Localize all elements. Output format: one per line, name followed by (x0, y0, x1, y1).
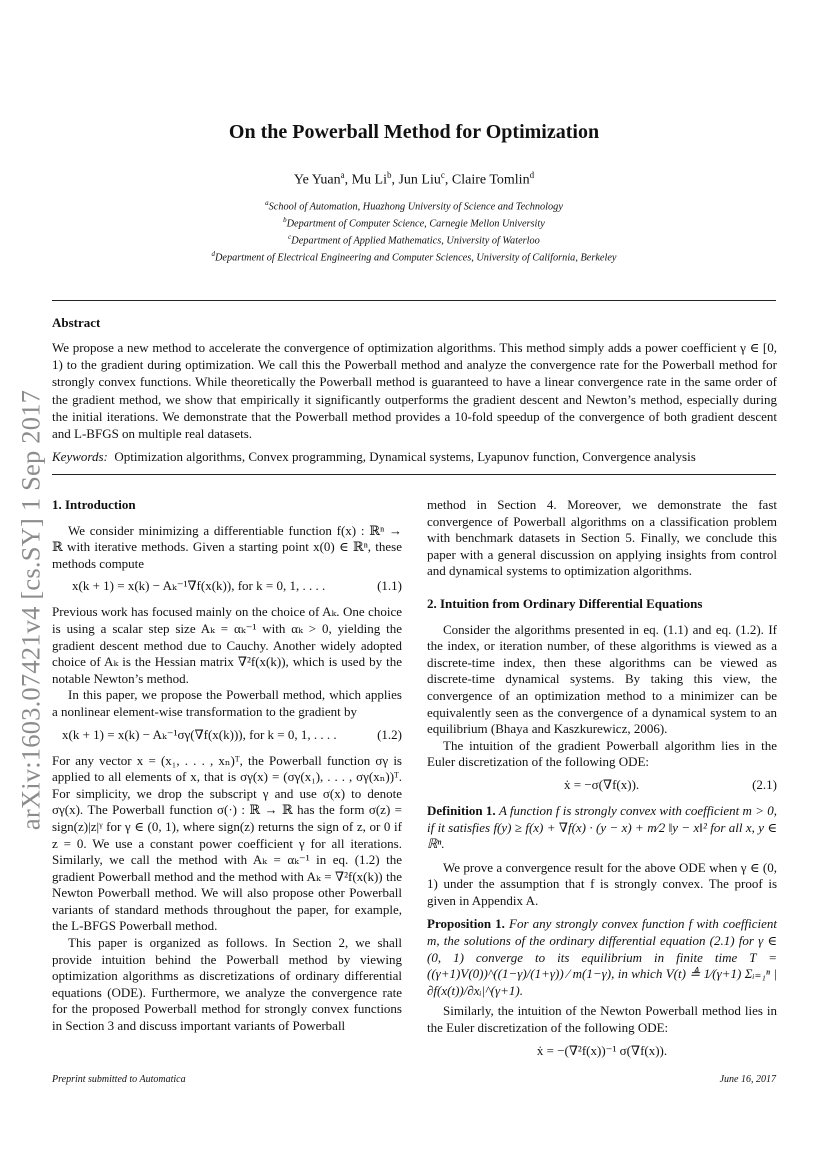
equation-number: (1.2) (377, 726, 402, 742)
definition (427, 803, 777, 853)
equation-body: ẋ = −σ(∇f(x)). (564, 776, 640, 792)
keywords-list: Optimization algorithms, Convex programming, Dynamical systems, Lyapunov function, Convergence analysis (114, 449, 696, 464)
paragraph: The intuition of the gradient Powerball algorithm lies in the Euler discretization of the following ODE: (427, 737, 777, 770)
proposition-label: Proposition 1. (427, 916, 505, 932)
author-mark: a (340, 170, 345, 180)
abstract-heading: Abstract (52, 315, 101, 330)
section-heading: 1. Introduction (52, 497, 136, 512)
paragraph: Consider the algorithms presented in eq. (1.1) and eq. (1.2). If the index, or iteration number, of these algorithms is viewed as a discrete-time index, then these algorithms can be viewed as discrete-time dynamical systems. By taking this view, the convergence of an optimization method to a minimizer can be equivalently seen as the convergence of a dynamical system to an equilibrium (Bhaya and Kaszkurewicz, 2006). (427, 621, 777, 737)
author: Ye Yuan (293, 172, 341, 188)
paragraph: For any vector x = (x₁, . . . , xₙ)ᵀ, the Powerball function σγ is applied to all elements of x, that is σγ(x) = (σγ(x₁), . . . , σγ(xₙ))ᵀ. For simplicity, we drop the subscript γ and use σ(x) to denote σγ(x). The Powerball function σ(·) : ℝ → ℝ has the form σ(z) = sign(z)|z|ᵞ for γ ∈ (0, 1), where sign(z) returns the sign of z, or 0 if z = 0. We use a constant power coefficient γ for all iterations. Similarly, we call the method with Aₖ = αₖ⁻¹ in eq. (1.2) the gradient Powerball method and the method with Aₖ = ∇²f(x(k)) the Newton Powerball method. We will also propose other Powerball variants of standard methods throughout the paper, for example, the L-BFGS Powerball method. (52, 752, 402, 934)
equation-number: (1.1) (377, 578, 402, 594)
author-list: Ye Yuan$^a$, Mu Li$^b$, Jun Liu$^c$, Claire Tomlin$^d$ (293, 170, 535, 188)
abstract-top-rule (52, 300, 776, 301)
paper-title: On the Powerball Method for Optimization (228, 121, 600, 143)
equation-2-1 (427, 777, 777, 795)
affiliations (0, 197, 828, 265)
author-mark: b (386, 170, 392, 180)
footer-right: June 16, 2017 (719, 1074, 776, 1085)
abstract-body: We propose a new method to accelerate the convergence of optimization algorithms. This method simply adds a power coefficient γ ∈ [0, 1) to the gradient during optimization. We call this the Powerball method and analyze the convergence rate for the Powerball method for strongly convex functions. While theoretically the Powerball method is guaranteed to have a linear convergence rate in the same order of the gradient method, we show that empirically it significantly outperforms the gradient descent and Newton’s method, especially during the initial iterations. We demonstrate that the Powerball method provides a 10-fold speedup of the convergence of both gradient descent and L-BFGS on multiple real datasets. (52, 340, 777, 442)
paragraph: We consider minimizing a differentiable function f(x) : ℝⁿ → ℝ with iterative methods. Given a starting point x(0) ∈ ℝⁿ, these methods compute (52, 522, 402, 571)
proposition (427, 916, 777, 999)
paragraph: In this paper, we propose the Powerball method, which applies a nonlinear element-wise transformation to the gradient by (52, 687, 402, 719)
affiliation: $^c$Department of Applied Mathematics, University of Waterloo (288, 232, 540, 247)
proposition-body: For any strongly convex function f with coefficient m, the solutions of the ordinary differential equation (2.1) for γ ∈ (0, 1) converge to its equilibrium in finite time T = ((γ+1)V(0))^((1−γ)/(1+γ)) ⁄ m(1−γ), in which V(t) ≜ 1⁄(γ+1) Σᵢ₌₁ⁿ |∂f(x(t))/∂xᵢ|^(γ+1). (427, 916, 777, 998)
author: Claire Tomlin (451, 172, 530, 188)
author-mark: d (529, 170, 535, 180)
abstract-bottom-rule (52, 474, 776, 475)
left-column (52, 497, 402, 1035)
equation-body: x(k + 1) = x(k) − Aₖ⁻¹∇f(x(k)), for k = 0, 1, . . . . (72, 578, 326, 594)
equation-number: (2.1) (752, 776, 777, 792)
author: Mu Li (351, 172, 387, 188)
paragraph: We prove a convergence result for the above ODE when γ ∈ (0, 1) under the assumption that f is strongly convex. The proof is given in Appendix A. (427, 859, 777, 908)
footer-left: Preprint submitted to Automatica (52, 1074, 186, 1085)
author: Jun Liu (398, 172, 441, 188)
author-mark: c (440, 170, 445, 180)
keywords-label: Keywords: (52, 449, 108, 464)
paragraph: Previous work has focused mainly on the choice of Aₖ. One choice is using a scalar step size Aₖ = αₖ⁻¹ with αₖ > 0, yielding the gradient descent method due to Cauchy. Another widely adopted choice of Aₖ is the Hessian matrix ∇²f(x(k)), which is used by the notable Newton’s method. (52, 604, 402, 686)
affiliation: $^b$Department of Computer Science, Carnegie Mellon University (283, 215, 545, 230)
definition-body: A function f is strongly convex with coefficient m > 0, if it satisfies f(y) ≥ f(x) + ∇f(x) · (y − x) + m⁄2 ‖y − x‖² for all x, y ∈ ℝⁿ. (427, 802, 777, 852)
equation-body: x(k + 1) = x(k) − Aₖ⁻¹σγ(∇f(x(k))), for k = 0, 1, . . . . (62, 726, 337, 742)
keywords (52, 449, 777, 465)
arxiv-watermark: arXiv:1603.07421v4 [cs.SY] 1 Sep 2017 (15, 389, 46, 831)
equation-1-1 (52, 578, 402, 596)
right-column (427, 497, 777, 1067)
section-heading: 2. Intuition from Ordinary Differential Equations (427, 595, 703, 611)
affiliation: $^a$School of Automation, Huazhong University of Science and Technology (265, 199, 563, 213)
equation-newton-ode: ẋ = −(∇²f(x))⁻¹ σ(∇f(x)). (536, 1042, 668, 1058)
paragraph: Similarly, the intuition of the Newton Powerball method lies in the Euler discretization of the following ODE: (427, 1003, 777, 1036)
equation-1-2 (52, 727, 402, 745)
paragraph: method in Section 4. Moreover, we demonstrate the fast convergence of Powerball algorithms on a classification problem with benchmark datasets in Section 5. Finally, we conclude this paper with a general discussion on applying insights from control and dynamical systems to optimization algorithms. (427, 497, 777, 579)
paragraph: This paper is organized as follows. In Section 2, we shall provide intuition behind the Powerball method by viewing optimization algorithms as discretizations of ordinary differential equations (ODE). Furthermore, we analyze the convergence rate for the proposed Powerball method for strongly convex functions in Section 3 and discuss important variants of Powerball (52, 935, 402, 1034)
affiliation: $^d$Department of Electrical Engineering and Computer Sciences, University of California, Berkeley (211, 249, 617, 264)
definition-label: Definition 1. (427, 802, 496, 818)
